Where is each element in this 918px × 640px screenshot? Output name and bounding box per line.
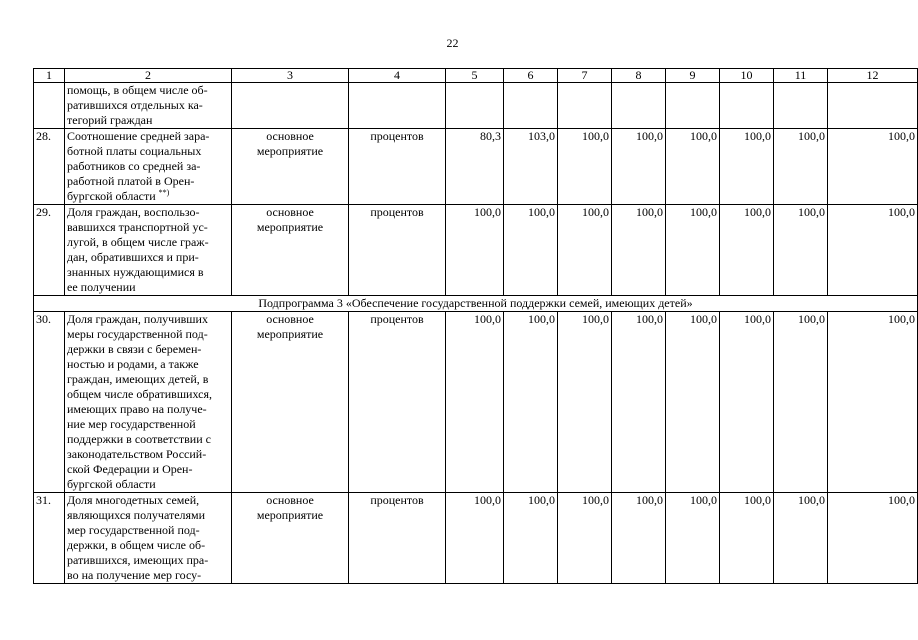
column-number-cell: 12: [828, 69, 918, 83]
value-cell: 80,3: [446, 129, 504, 205]
indicator-name-line: знанных нуждающимися в: [67, 265, 204, 279]
column-number-cell: 3: [232, 69, 349, 83]
indicator-type: [232, 312, 349, 493]
indicator-type-line: мероприятие: [256, 508, 324, 522]
value-cell: 100,0: [504, 493, 558, 584]
indicator-name-line: тегорий граждан: [67, 113, 153, 127]
indicator-name-line: ской Федерации и Орен-: [67, 462, 193, 476]
value-cell: 100,0: [446, 312, 504, 493]
indicator-name-line: мер государственной под-: [67, 523, 200, 537]
column-number-cell: 8: [612, 69, 666, 83]
indicator-type-line: основное: [266, 493, 314, 507]
unit-of-measure: [349, 83, 446, 129]
row-number: 30.: [34, 312, 65, 493]
unit-of-measure: процентов: [349, 312, 446, 493]
column-number-cell: 7: [558, 69, 612, 83]
indicator-type: [232, 83, 349, 129]
indicator-name-line: во на получение мер госу-: [67, 568, 202, 582]
value-cell: [504, 83, 558, 129]
unit-of-measure: процентов: [349, 493, 446, 584]
column-number-cell: 2: [65, 69, 232, 83]
row-number: [34, 83, 65, 129]
column-number-cell: 6: [504, 69, 558, 83]
value-cell: 100,0: [558, 205, 612, 296]
indicator-type-line: основное: [266, 205, 314, 219]
indicator-name: [65, 493, 232, 584]
section-row: [34, 296, 918, 312]
value-cell: 100,0: [828, 205, 918, 296]
indicator-name: [65, 83, 232, 129]
indicator-name-line: лугой, в общем числе граж-: [67, 235, 209, 249]
indicator-name-line: бургской области: [67, 477, 156, 491]
continuation-row: [34, 83, 918, 129]
indicator-name-line: Соотношение средней зара-: [67, 129, 210, 143]
indicator-name-line: работников со средней за-: [67, 159, 201, 173]
footnote-mark: **): [158, 188, 170, 197]
section-title: Подпрограмма 3 «Обеспечение государственной поддержки семей, имеющих детей»: [34, 296, 918, 312]
indicator-name: [65, 129, 232, 205]
value-cell: 100,0: [558, 493, 612, 584]
indicator-name-line: Доля граждан, воспользо-: [67, 205, 200, 219]
row-number: 28.: [34, 129, 65, 205]
indicator-name-line: бургской области **): [67, 188, 170, 203]
value-cell: 100,0: [666, 312, 720, 493]
value-cell: 100,0: [446, 205, 504, 296]
value-cell: 100,0: [774, 205, 828, 296]
value-cell: 100,0: [720, 493, 774, 584]
indicator-name-line: ностью и родами, а также: [67, 357, 199, 371]
value-cell: 100,0: [774, 312, 828, 493]
value-cell: 100,0: [504, 205, 558, 296]
value-cell: 100,0: [720, 312, 774, 493]
value-cell: 103,0: [504, 129, 558, 205]
indicator-name-line: работной платой в Орен-: [67, 174, 195, 188]
indicator-name-line: вавшихся транспортной ус-: [67, 220, 208, 234]
value-cell: [774, 83, 828, 129]
indicator-name: [65, 205, 232, 296]
indicator-name-line: поддержки в соответствии с: [67, 432, 211, 446]
indicator-name-line: держки в связи с беремен-: [67, 342, 202, 356]
indicator-name-line: ние мер государственной: [67, 417, 196, 431]
column-number-cell: 10: [720, 69, 774, 83]
value-cell: 100,0: [612, 312, 666, 493]
indicator-type: [232, 205, 349, 296]
indicator-name-line: общем числе обратившихся,: [67, 387, 212, 401]
indicator-type-line: основное: [266, 129, 314, 143]
value-cell: 100,0: [558, 312, 612, 493]
value-cell: 100,0: [666, 205, 720, 296]
unit-of-measure: процентов: [349, 129, 446, 205]
value-cell: [720, 83, 774, 129]
indicator-name: [65, 312, 232, 493]
indicator-row: [34, 129, 918, 205]
column-number-cell: 11: [774, 69, 828, 83]
indicators-table: [33, 68, 918, 584]
indicator-name-line: законодательством Россий-: [67, 447, 207, 461]
indicator-name-line: ратившихся, имеющих пра-: [67, 553, 209, 567]
value-cell: 100,0: [504, 312, 558, 493]
value-cell: 100,0: [612, 493, 666, 584]
value-cell: [446, 83, 504, 129]
indicator-type-line: основное: [266, 312, 314, 326]
indicator-name-line: ботной платы социальных: [67, 144, 202, 158]
indicator-row: [34, 312, 918, 493]
indicator-name-line: ратившихся отдельных ка-: [67, 98, 203, 112]
value-cell: [558, 83, 612, 129]
indicator-name-line: меры государственной под-: [67, 327, 208, 341]
column-number-cell: 9: [666, 69, 720, 83]
indicator-name-line: Доля многодетных семей,: [67, 493, 200, 507]
indicator-name-line: помощь, в общем числе об-: [67, 83, 208, 97]
table-body: [34, 69, 918, 584]
value-cell: 100,0: [720, 205, 774, 296]
value-cell: 100,0: [612, 205, 666, 296]
page-number: 22: [446, 36, 459, 50]
value-cell: 100,0: [828, 312, 918, 493]
value-cell: 100,0: [612, 129, 666, 205]
column-number-cell: 4: [349, 69, 446, 83]
value-cell: 100,0: [774, 493, 828, 584]
indicator-type-line: мероприятие: [256, 220, 324, 234]
value-cell: [666, 83, 720, 129]
indicator-name-line: являющихся получателями: [67, 508, 206, 522]
indicator-row: [34, 205, 918, 296]
indicator-row: [34, 493, 918, 584]
indicator-name-line: дан, обратившихся и при-: [67, 250, 199, 264]
unit-of-measure: процентов: [349, 205, 446, 296]
indicator-name-line: ее получении: [67, 280, 136, 294]
indicator-name-line: имеющих право на получе-: [67, 402, 207, 416]
value-cell: 100,0: [666, 493, 720, 584]
row-number: 31.: [34, 493, 65, 584]
value-cell: [612, 83, 666, 129]
value-cell: 100,0: [558, 129, 612, 205]
indicator-name-line: граждан, имеющих детей, в: [67, 372, 209, 386]
column-number-cell: 1: [34, 69, 65, 83]
indicator-name-line: держки, в общем числе об-: [67, 538, 206, 552]
column-number-row: [34, 69, 918, 83]
column-number-cell: 5: [446, 69, 504, 83]
indicator-name-line: Доля граждан, получивших: [67, 312, 208, 326]
indicator-type-line: мероприятие: [256, 327, 324, 341]
value-cell: 100,0: [446, 493, 504, 584]
value-cell: 100,0: [828, 129, 918, 205]
value-cell: 100,0: [666, 129, 720, 205]
value-cell: 100,0: [720, 129, 774, 205]
value-cell: 100,0: [774, 129, 828, 205]
indicator-type-line: мероприятие: [256, 144, 324, 158]
indicator-type: [232, 493, 349, 584]
value-cell: [828, 83, 918, 129]
indicator-type: [232, 129, 349, 205]
row-number: 29.: [34, 205, 65, 296]
value-cell: 100,0: [828, 493, 918, 584]
